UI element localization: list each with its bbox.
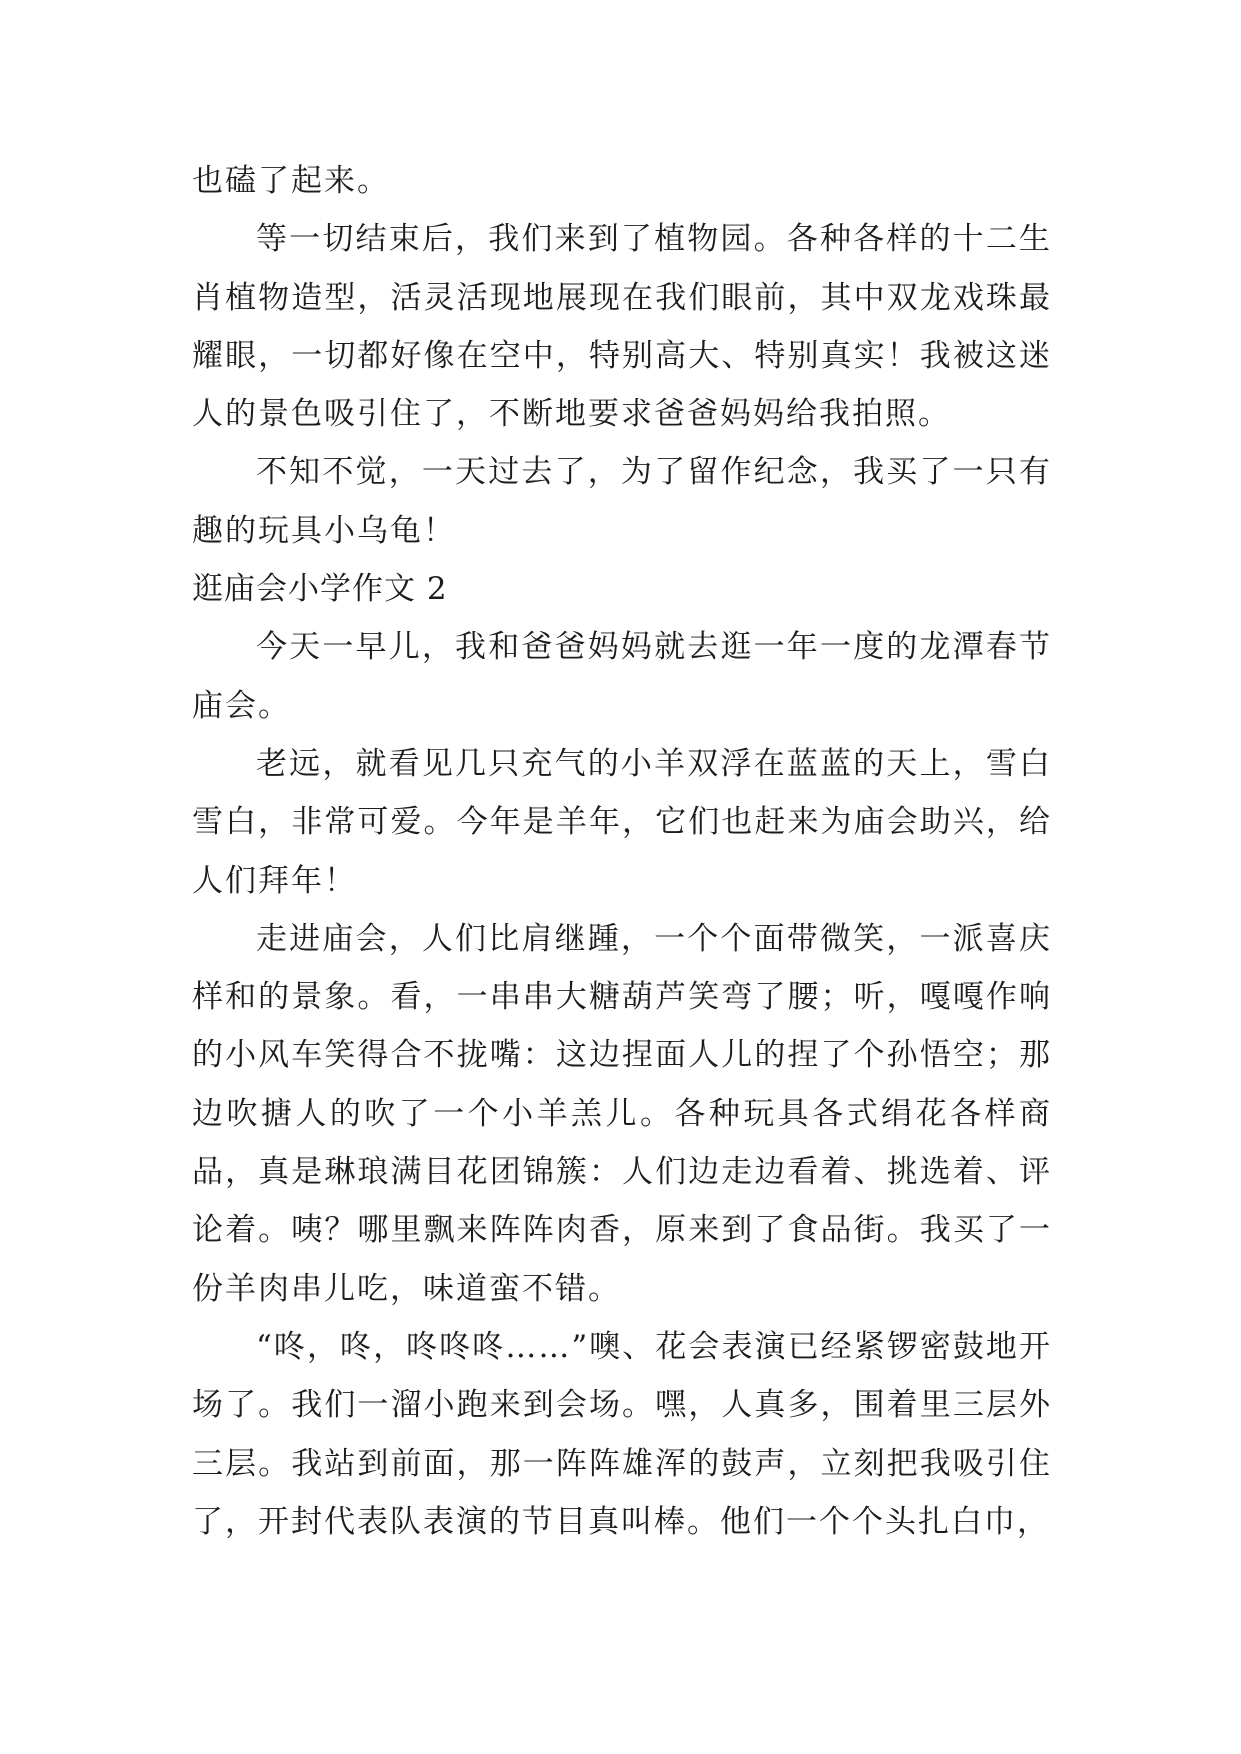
paragraph-temple-fair-intro: 今天一早儿，我和爸爸妈妈就去逛一年一度的龙潭春节庙会。 — [192, 629, 1052, 724]
section-title: 逛庙会小学作文 2 — [192, 571, 448, 608]
paragraph-inflatable-sheep: 老远，就看见几只充气的小羊双浮在蓝蓝的天上，雪白雪白，非常可爱。今年是羊年，它们也赶来为庙会助兴，给人们拜年！ — [192, 745, 1052, 899]
paragraph-continued: 也磕了起来。 — [192, 163, 390, 199]
document-body — [192, 152, 1052, 1551]
paragraph-drum-performance: “咚，咚，咚咚咚……”噢、花会表演已经紧锣密鼓地开场了。我们一溜小跑来到会场。嘿，人真多，围着里三层外三层。我站到前面，那一阵阵雄浑的鼓声，立刻把我吸引住了，开封代表队表演的节目真叫棒。他们一个个头扎白巾， — [192, 1328, 1052, 1540]
paragraph-fair-scene: 走进庙会，人们比肩继踵，一个个面带微笑，一派喜庆样和的景象。看，一串串大糖葫芦笑弯了腰；听，嘎嘎作响的小风车笑得合不拢嘴：这边捏面人儿的捏了个孙悟空；那边吹搪人的吹了一个小羊羔儿。各种玩具各式绢花各样商品，真是琳琅满目花团锦簇：人们边走边看着、挑选着、评论着。咦？哪里飘来阵阵肉香，原来到了食品街。我买了一份羊肉串儿吃，味道蛮不错。 — [192, 920, 1052, 1307]
paragraph-souvenir: 不知不觉，一天过去了，为了留作纪念，我买了一只有趣的玩具小乌龟！ — [192, 454, 1052, 549]
paragraph-botanical-garden: 等一切结束后，我们来到了植物园。各种各样的十二生肖植物造型，活灵活现地展现在我们眼前，其中双龙戏珠最耀眼，一切都好像在空中，特别高大、特别真实！我被这迷人的景色吸引住了，不断地要求爸爸妈妈给我拍照。 — [192, 221, 1052, 433]
